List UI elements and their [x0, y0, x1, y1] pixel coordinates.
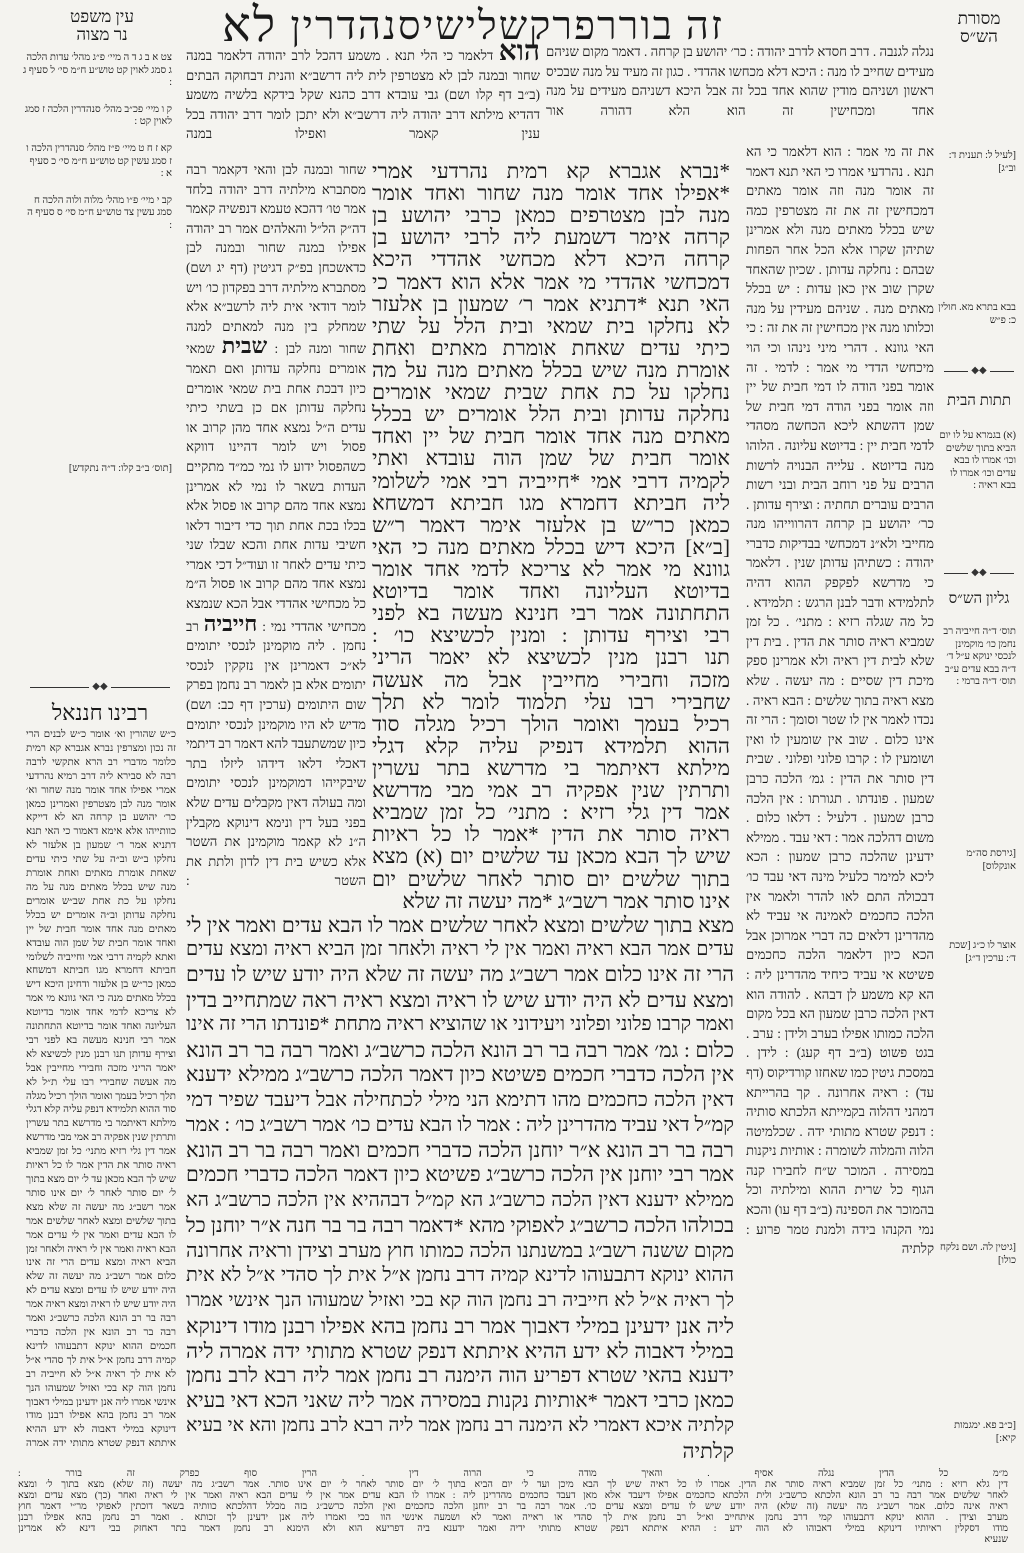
mesorat-note: אוצר לו כ״ג [שכת ד׳: ערכין ד״ג] — [949, 940, 1016, 964]
gemara-line: רבי וצירף עדותן : ומנין לכשיצא כו׳ : — [372, 623, 730, 648]
tractate-name: סנהדרין — [290, 3, 423, 48]
chapter-number: שלישי — [422, 3, 530, 48]
tosafot-text: רב נחמן . ליה מוקמינן לנכסי יתומים לא״כ דאמרינן אין נזקקין לנכסי יתומים אלא בן לאמר רב נחמן בפרק שום היתומים (ערכין דף כב: ושם) מדיש לא היו מוקמינן לנכסי יתומים כיון שמשתעבד להא דאמר רב דיתמי דאכלי דלאו דידהו ליזלו בתר שיבקייהו דמוקמינן לנכסי יתומים ומה בעולה דאין מקבלים עדים שלא בפני בעל דין ונימא דינוקא מקבלין ה״נ לא קאמר מוקמינן את השטר אלא כשיש בית דין לדון ולתת את השטר : — [186, 618, 366, 889]
footnote-line: מ״מ כל הדין נגלה אסיף . והאיך מודה כי הרוה דין . הרין סוף כפרק זה בורר : — [18, 1468, 1008, 1479]
gemara-line: ליה אנן ידעינן במילי דאבוך אמר רב נחמן בהא אפילו רבנן מודו דינוקא — [186, 1313, 734, 1338]
rabbeinu-chananel-text: כ״ש שהורין וא׳ אומר כ״ש לבנים הרי זה נכון ומצרפין נברא אגברא קא רמית כלומר מדברי רב הרא אתקשי לרבה רבה לא סבירא ליה דרב רמיא נהרדעי אמרי אפילו אחד אומר מנה שחור וא׳ אומר מנה לבן מצטרפין ואמרינן כמאן כר׳ יהושע בן קרחה הא לא דייקא כוותייהו אלא אימא דאמור כי האי תנא דתניא אמר ר׳ שמעון בן אלעזר לא נחלקו ב״ש וב״ה על שתי כיתי עדים שאחת אומרת מאתים ואחת אומרת מנה שיש בכלל מאתים מנה על מה נחלקו על כת אחת שב״ש אומרים נחלקה עדותן וב״ה אומרים יש בכלל מאתים מנה אחד אומר חבית של יין ואחד אומר חבית של שמן הוה עובדא ואתא לקמיה דרבי אמי וחייביה לשלומי חביתא דחמרא מגו חביתא דמשחא כמאן כר״ש בן אלעזר ודחינן היכא דיש בכלל מאתים מנה כי האי גוונא מי אמר לא צריכא לדמי אחד אומר בדיוטא העליונה ואחד אומר בדיוטא התחתונה אמר רבי חנינא מעשה בא לפני רבי וצירף עדותן תנו רבנן מנין לכשיצא לא יאמר הריני מזכה וחבירי מחייבין אבל מה אעשה שחבירי רבו עלי ת״ל לא תלך רכיל בעמך ואומר הולך רכיל מגלה סוד ההוא תלמידא דנפק עליה קלא דגלי מילתא דאיתמר בי מדרשא בתר עשרין ותרתין שנין אפקיה רב אמי מבי מדרשא אמר דין גלי רזיא מתני׳ כל זמן שמביא ראיה סותר את הדין אמר לו כל ראיות שיש לך הבא מכאן עד ל׳ יום מצא בתוך ל׳ יום סותר לאחר ל׳ יום אינו סותר אמר רשב״ג מה יעשה זה שלא מצא בתוך שלשים ומצא לאחר שלשים אמר לו הבא עדים ואמר אין לי עדים אמר הבא ראיה ואמר אין לי ראיה ולאחר זמן הביא ראיה ומצא עדים הרי זה אינו כלום אמר רשב״ג מה יעשה זה שלא היה יודע שיש לו עדים ומצא עדים לא היה יודע שיש לו ראיה ומצא ראיה אמר רבה בר רב הונא הלכה כרשב״ג ואמר רבה בר רב הונא אין הלכה כדברי חכמים ההוא ינוקא דתבעוהו לדינא קמיה דרב נחמן א״ל אית לך סהדי א״ל לא אית לך ראיה א״ל לא חייביה רב נחמן הוה קא בכי ואזיל שמעוהו הנך אינשי אמרו ליה אנן ידעינן במילי דאבוך אמר רב נחמן בהא אפילו רבנן מודו דינוקא במילי דאבוה לא ידע ההיא איתתא דנפק שטרא מתותי ידה אמרה — [26, 729, 176, 1450]
mesorat-note: [לעיל ל: תענית ד: וב״ג] — [948, 150, 1016, 174]
folio-number: לא — [222, 0, 278, 52]
gemara-line: קמ״ל דאי עביד מהדרינן ליה : אמר לו הבא עדים כו׳ אמר רשב״ג כו׳ : אמר — [185, 1114, 734, 1137]
tosafot-highlight-word: חייביה — [203, 610, 258, 636]
ornament-divider: ◆◆ — [30, 682, 170, 692]
gemara-line: כמאן כרבי דאמר *אותיות נקנות במסירה אמר ליה שאני הכא דאי בעיא — [186, 1389, 734, 1412]
tosafot-text: שמאי אומרים נחלקה עדותן ואם תאמר כיון דבכת אחת בית שמאי אומרים נחלקה עדותן אם כן בשתי כיתי עדים ה״ל נמצא אחד מהן קרוב או פסול ויש לומר דהיינו דווקא כשהפסול ידוע לו נמי כמ״ד מתקיים העדות בשאר לו נמי לא אמרינן נמצא אחד מהם קרוב או פסול אלא בכלו בכת אחת תוך כדי דיבור דלאו חשיבי עדות אחת והכא שבלו שני כיתי עדים לאחר זו ועוד״ל דכי אמרי נמצא אחד מהם קרוב או פסול ה״מ כל מכחישי אהדדי אבל הכא שנמצא מכחישי אהדדי נמי : — [186, 341, 366, 634]
gemara-line: נחלקה עדותן ובית הלל אומרים יש בכלל — [372, 402, 730, 427]
ein-mishpat-note: קב י מיי׳ פ״ו מהל׳ מלוה ולוה הלכה ח סמג עשין צד טוש״ע ח״מ סי׳ ס סעיף ה : — [27, 194, 172, 231]
gemara-line: הרי זה אינו כלום אמר רשב״ג מה יעשה זה שלא היה יודע שיש לו עדים — [186, 964, 734, 987]
chapter-name: זה בורר — [597, 3, 724, 48]
gemara-line: ראיה סותר את הדין *אמר לו כל ראיות — [372, 822, 730, 847]
hagahot-title: תתות הבית — [947, 393, 1011, 409]
perek-label: פרק — [529, 3, 598, 48]
gemara-line: גוונא מי אמר לא צריכא לדמי אחד אומר — [372, 556, 730, 581]
tosafot-top — [186, 42, 540, 160]
gemara-line: רבה בר רב הונא א״ר יוחנן הלכה כדברי חכמים ואמר רבה בר רב הונא — [186, 1138, 734, 1163]
gemara-line: מאתים מנה אחד אומר חבית של יין ואחד — [372, 424, 730, 449]
tosafot-text: שחור ובמנה לבן והאי דקאמר רבה מסתברא מילתיה דרב יהודה בלחד אמר טו׳ דהכא טעמא דנפשיה קאמר דה״ק הל״ל והאלהים אמר רב יהודה אפילו במנה שחור ובמנה לבן כדאשכחן בפ״ק דגיטין (דף יג ושם) מסתברא מילתיה דרב בפקדון כו׳ ויש לומר דודאי אית ליה לרשב״א אלא שמחלק בין מנה למאתים למנה שחור ומנה לבן : — [186, 162, 366, 357]
gemara-line: מצא בתוך שלשים ומצא לאחר שלשים אמר לו הבא עדים ואמר אין לי — [186, 913, 734, 937]
gemara-line: שחבירי רבו עלי תלמוד לומר לא תלך — [372, 689, 730, 714]
gemara-line: בתוך שלשים יום סותר לאחר שלשים יום — [372, 866, 730, 891]
gemara-line: התחתונה אמר רבי חנינא מעשה בא לפני — [372, 601, 730, 626]
gemara-line: כמאן כר״ש בן אלעזר אימר דאמר ר״ש — [372, 512, 730, 537]
gemara-line: ההוא תלמידא דנפיק עליה קלא דגלי — [372, 733, 730, 758]
footnotes — [18, 1468, 1008, 1545]
gemara-line: קלתיה איכא דאמרי לא הימנה רב נחמן אמר ליה רבא לרב נחמן והא אי בעיא — [186, 1414, 734, 1436]
tosafot-highlight-word: שבית — [221, 333, 268, 359]
mesorat-note: [גיטין לה. ושם נלקח כולו] — [940, 1242, 1016, 1266]
gemara-line: קרחה היכא דלא מכחשי אהדדי היכא — [372, 247, 730, 272]
hagahot-text: (א) בגמרא על לו יום הביא בתוך שלשים וכו׳ אמרו לו בבא עדים וכו׳ אמרו לו בבא ראיה : — [939, 430, 1016, 492]
gemara-narrow — [372, 160, 730, 912]
gemara-line: לא נחלקו בית שמאי ובית הלל על שתי — [372, 313, 730, 338]
gemara-wide — [186, 914, 734, 1462]
rashi-top: נגלה לגנבה . דרב חסדא לדרב יהודה : כר׳ יהושע בן קרחה . דאמר מקום שניהם מעידים שחייב לו מנה : היכא דלא מכחשו אהדדי . כגון זה מעיד על מנה שבכיס ראשון ושניהם מודין שהוא אחד בכל זה אבל היכא דשניהם מעידים על מנה אחד ומכחישין זה הוא הלא דהורה אור — [546, 44, 934, 118]
gemara-line: במילי דאבוה לא ידע ההיא איתתא דנפק שטרא מתותי ידה אמרה ליה — [186, 1338, 734, 1363]
gemara-line: ידענא בהאי שטרא דפריע הוה הימנה רב נחמן אמר ליה רבא לרב נחמן — [186, 1364, 734, 1387]
gemara-line: אמר רבי יוחנן אין הלכה כרשב״ג פשיטא כיון דאמר הלכה כדברי חכמים — [186, 1164, 734, 1187]
footnote-line: מערב וצידן . ההוא ינוקא דתבעוהו קמי דרב נחמן איתחייב וא״ל רב נחמן אית לך סהדי או ראייה ואמר לא ושמעה אינשי הוו בכי ואמרו ליה אנן ידעינן לך זכותא . ואמר רב נחמן בהא אפילו רבנן — [18, 1512, 1008, 1523]
gemara-line: ומצא עדים לא היה יודע שיש לו ראיה ומצא ראיה ראה שמתחייב בדין — [186, 988, 734, 1013]
footnote-line: מודו דסקלין ראיותיו דינוקא במילי דאבוהו לא הוה ידע : ההיא איתתא דנפק שטרא מתותי ידיה ואמר ידענא ביה דפריעא הוא ולא הימנא רב נחמן דאמר בתר דאחזק בבי דינא לא אמרינן — [18, 1523, 1008, 1534]
gemara-line: רכיל בעמך ואומר הולך רכיל מגלה סוד — [372, 711, 730, 736]
gemara-line: מנה לבן מצטרפים כמאן כרבי יהושע בן — [372, 203, 730, 228]
gemara-line: דאין הלכה כחכמים מהו דתימא הני מילי לכתחילה אבל דיעבד שפיר דמי — [186, 1089, 734, 1112]
gemara-line: ותרתין שנין אפקיה רב אמי מבי מדרשא — [372, 778, 730, 803]
gemara-line: אמר דין גלי רזיא : מתני׳ כל זמן שמביא — [372, 800, 730, 825]
gemara-line: ליה חביתא דחמרא מגו חביתא דמשחא — [372, 490, 730, 515]
gemara-line: לקמיה דרבי אמי *חייביה רבי אמי לשלומי — [372, 468, 730, 493]
footnote-line: לאחר שלשים אמר רבה בר רב הונא הלכתא כרשב״ג ולית הלכתא כחכמים אפילו דיעבד אלא מאן דעבד כחכמים מהדרינן ליה : אמרו לו הבא עדים אמר אין לי עדים הבא ראיה ואמר אין לי ראיה ואחר (כך) מצא עדים ומצא — [18, 1490, 1008, 1501]
gemara-line: עדים אמר הבא ראיה ואמר אין לי ראיה ולאחר זמן הביא ראיה ומצא עדים — [186, 939, 734, 961]
footnote-line: ראיה אינה כלום. אמר רשב״ג מה יעשה (זה שלא) היה יודע שיש לו עדים ומצא עדים כו׳. אמר רבה בר רב יוחנן הלכה כחכמים ואין הלכה כרשב״ג בזה מכלל דהלכתא כוותיה בשאר דוכתין לאפוקי מר״י דאמר חוץ — [18, 1501, 1008, 1512]
tosafot-text: דלאמר כי הלי תנא . משמע דהכל לרב יהודה דלאמר במנה שחור ובמנה לבן לא מצטרפין לית ליה דרשב״א והנית דבחוקה הבתים (ב״ב דף קלו ושם) גבי עובדא דרב כהנא שקל בידקא בלשיה משמע דהדיא מילתא דרב יהודה ליה דרשב״א ולא יתכן לומר דרב יהודה בכל ענין קאמר ואפילו במנה — [186, 48, 540, 142]
gemara-line: מילתא דאיתמר בי מדרשא בתר עשרין — [372, 755, 730, 780]
rashi-column: את זה מי אמר : הוא דלאמר כי הא תנא . נהרדעי אמרו כי האי תנא דאמר זה אומר מנה וזה אומר מאתים דמכחישין זה את זה מצטרפין כמה שיש בכלל מאתים מנה ולא אמרינן שתיהן שקרו אלא הכל אחר הפחות שבהם : נחלקה עדותן . שכיון שהאחד שקרן שוב אין כאן עדות : יש בכלל מאתים מנה . שניהם מעידין על מנה וכלותו מנה אין מכחישין זה את זה : כי האי גוונא . דהרי מיני נינהו וכי הוי מיכחשי הדדי מי אמר : לדמי . זה אומר בפני הודה לו דמי חבית של יין וזה אומר בפני הודה דמי חבית של שמן דהשתא ליכא הכחשה מסהדי לדמי חבית יין : בדיוטא עליונה . הלוהו מנה בדיוטא . עלייה הבנויה לרשות הרבים על פני רוחב הבית ובני רשות הרבים עוברים תחתיה : וצירף עדותן . כר׳ יהושע בן קרחה דהרווייהו מנה מחייבי ולא״נ דמכחשי בבדיקות כדברי יהודה : כשתיהן עדותן שנין . דלאמר כי מדרשא לפקפק ההוא דהיה לתלמידא ודבר לבנן הרגש : תלמידא . כל מה שגלה רזיא : מתני׳ . כל זמן שמביא ראיה סותר את הדין . בית דין שלא לבית דין ראיה ולא אמרינן ספק מיכת דין שסיים : מה יעשה . שלא מצא ראיה בתוך שלשים : הבא ראיה . נכדו לאמר אין לו שטר וסומך : הרי זה אינו כלום . שוב אין שומעין לו ואין ושומעין לו : קרבו פלוני ופלוני . שבית דין סותר את הדין : גמ׳ הלכה כרבן שמעון . פונדתו . תגורתו : אין הלכה כרבן שמעון . דלעיל : דלאו כלום . משום דהלכה אמר : דאי עבד . ממילא ידעינן שהלכה כרבן שמעון : הכא ליכא למימר כלעיל מינה דאי עבד כו׳ דבכולה התם לאו להדר ולאמר אין הלכה כחכמים לאמינה אי עביד לא מהדרינן דלאים כה דברי אמרוכן אבל הכא כיון דלאמר הלכה כחכמים פשיטא אי עביד כיחיד מהדרינן ליה : הא קא משמע לן דבהא . להודה הוא דאין הלכה כרבן שמעון הא בכל מקום הלכה כמותו אפילו בערב ולידן : ערב . בגט פשוט (ב״ב דף קעג) : לידן . במסכת גיטין כמו שאחזו קורדיקוס (דף עד) : ראיה אחרונה . קך בהרייתא דמהני דהלוה בקמייתא הלכתא סותיה : דנפק שטרא מתותי ידה . שכלמיטה הלוה והמלוה לשומרה : אותיות ניקנות במסירה . המוכר ש״ח לחבירו קנה הגוף כל שרית ההוא ומילתיה וכל בהמוכר את הספינה (ב״ב דף עו) והכא נמי הקנהו בידה ולמנת טמר פרוע : קלתיה — [746, 144, 934, 1257]
tosafot-opening-word: הוא — [498, 42, 540, 67]
gemara-line: אינו סותר אמר רשב״ג *מה יעשה זה שלא — [402, 888, 730, 913]
gemara-line: קלתיה — [682, 1438, 734, 1463]
gemara-line: אין הלכה כדברי חכמים פשיטא כיון דאמר הלכה כרשב״ג ממילא ידענא — [186, 1064, 734, 1087]
gemara-line: מקום ששנה רשב״ג במשנתנו הלכה כמותו חוץ מערב וצידן וראיה אחרונה — [186, 1239, 734, 1262]
gemara-line: מזכה וחבירי מחייבין אבל מה אעשה — [372, 667, 730, 692]
gemara-line: ההוא ינוקא דתבעוהו לדינא קמיה דרב נחמן א״ל אית לך סהדי א״ל לא אית — [186, 1264, 734, 1286]
ein-mishpat-note: [תוס׳ ב״ב קלו: ד״ה נתקדש] — [68, 462, 172, 474]
gemara-line: ואמר קרבו פלוני ופלוני ויעידוני או שהוציא ראיה מתחת *פונדתו הרי זה אינו — [186, 1014, 734, 1036]
gemara-line: ממילא ידענא דאין הלכה כרשב״ג הא קמ״ל דבההיא אין הלכה כרשב״ג הא — [186, 1189, 734, 1211]
tosafot-column — [186, 160, 366, 916]
rabbeinu-chananel-title: רבינו חננאל — [51, 700, 149, 725]
gemara-line: *אפילו אחד אומר מנה שחור ואחד אומר — [372, 181, 730, 206]
ein-mishpat — [22, 52, 172, 475]
ein-mishpat-note: ק ו מיי׳ פכ״ב מהל׳ סנהדרין הלכה ז סמג לאוין קט : — [24, 103, 172, 128]
ein-mishpat-note: קא ז ח ט מיי׳ פ״ז מהל׳ סנהדרין הלכה ו ז סמג עשין קט טוש״ע ח״מ סי׳ כ סעיף א : — [26, 142, 172, 180]
gemara-line: תנו רבנן מנין לכשיצא לא יאמר הריני — [372, 645, 730, 670]
gilyon-title: גליון הש״ס — [948, 591, 1010, 607]
mesorat-note: בבא בתרא מא. חולין כ: פ״ש — [938, 302, 1016, 326]
ein-mishpat-note: צט א ב ג ד ה מיי׳ פ״ג מהל׳ עדות הלכה ג סמג לאוין קט טוש״ע ח״מ סי׳ ל סעיף ג : — [22, 52, 172, 89]
mesorat-hashas-title: מסורת הש״ס — [957, 9, 1001, 46]
gemara-line: כלום : גמ׳ אמר רבה בר רב הונא הלכה כרשב״ג ואמר רבה בר רב הונא — [186, 1038, 734, 1063]
mesorat-note: [גירסת סה״מ אונקלוס] — [966, 848, 1016, 872]
gemara-line: דמכחשי אהדדי מי אמר אלא הוא דאמר כי — [372, 269, 730, 294]
gemara-line: האי תנא *דתניא אמר ר׳ שמעון בן אלעזר — [372, 291, 730, 316]
footnote-line: שנעיא — [984, 1534, 1008, 1545]
gemara-line: *נברא אגברא קא רמית נהרדעי אמרי — [372, 159, 730, 183]
mesorat-note: [כ״ב פא. ימגמות קיא:] — [953, 1420, 1016, 1444]
gemara-line: לך ראיה א״ל לא חייביה רב נחמן הוה קא בכי ואזיל שמעוהו הנך אינשי אמרו — [186, 1289, 734, 1311]
gemara-line: בדיוטא העליונה ואחד אומר בדיוטא — [372, 579, 730, 604]
gemara-line: נחלקו על כת אחת שבית שמאי אומרים — [372, 380, 730, 405]
gilyon-text: תוס׳ ד״ה חייביה רב נחמן כו׳ מוקמינן לנכסי ינוקא ע״ל ד׳ ד״ה בבא עדים ע״ב תוס׳ ד״ה ברמי : — [943, 626, 1016, 688]
gemara-line: כיתי עדים שאחת אומרת מאתים ואחת — [372, 335, 730, 360]
gemara-line: אומרת מנה שיש בכלל מאתים מנה על מה — [372, 357, 730, 382]
ein-mishpat-title: עין משפט נר מצוה — [70, 7, 134, 44]
ornament-divider: ◆◆ — [944, 366, 1014, 376]
gemara-line: בכולהו הלכה כרשב״ג לאפוקי מהא *דאמר רבה בר בר חנה א״ר יוחנן כל — [186, 1214, 734, 1237]
footnote-line: דין גלא רזיא : מתני׳ כל זמן שמביא ראיה סותר את הדין. אמרו לו כל ראיה שיש לך הבא מיכן ועד ל׳ יום הביא בתוך ל׳ יום סותר לאחר ל׳ יום אינו סותר. אמר רשב״ג מה יעשה (זה שלא) מצא בתוך ל׳ ומצא — [18, 1479, 1008, 1490]
gemara-line: שיש לך הבא מכאן עד שלשים יום (א) מצא — [372, 844, 730, 869]
gemara-line: [ב״א] היכא דיש בכלל מאתים מנה כי האי — [372, 534, 730, 559]
gemara-line: קרחה אימר דשמעת ליה לרבי יהושע בן — [372, 225, 730, 250]
gemara-line: אומר חבית של שמן הוה עובדא ואתי — [372, 446, 730, 471]
ornament-divider: ◆◆ — [944, 568, 1014, 578]
